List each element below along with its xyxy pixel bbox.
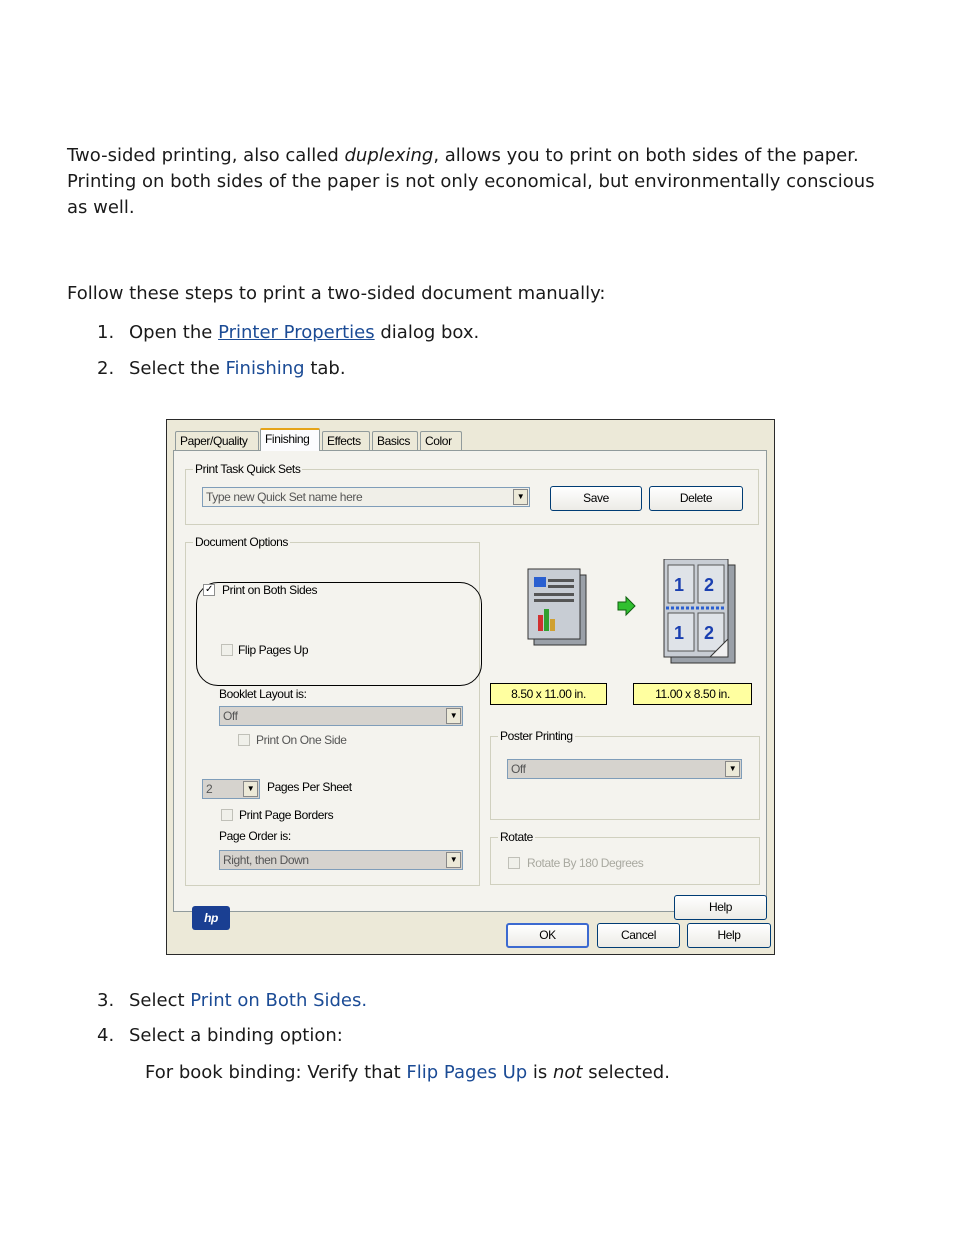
svg-text:2: 2 <box>704 623 714 643</box>
step-text: Select the <box>129 358 226 379</box>
booklet-layout-label: Booklet Layout is: <box>219 687 307 701</box>
tab-finishing[interactable]: Finishing <box>260 428 320 451</box>
step-2 <box>97 356 346 382</box>
pages-per-sheet-value: 2 <box>206 782 213 796</box>
highlight-oval <box>196 582 482 686</box>
svg-text:2: 2 <box>704 575 714 595</box>
print-both-sides-keyword: Print on Both Sides <box>190 990 362 1011</box>
step-text: dialog box. <box>374 322 480 343</box>
booklet-layout-value: Off <box>223 709 238 723</box>
rotate-180-checkbox[interactable] <box>508 857 520 869</box>
step-number: 4. <box>97 1025 115 1046</box>
quick-set-value: Type new Quick Set name here <box>206 490 363 504</box>
tab-paper-quality[interactable]: Paper/Quality <box>175 431 259 450</box>
poster-printing-value: Off <box>511 762 526 776</box>
binding-note <box>145 1060 670 1086</box>
finishing-panel <box>173 450 767 925</box>
step-text: . <box>361 990 368 1011</box>
single-page-preview-icon <box>528 569 586 645</box>
page-size-right: 11.00 x 8.50 in. <box>633 683 752 705</box>
rotate-180-label: Rotate By 180 Degrees <box>527 856 644 870</box>
svg-text:1: 1 <box>674 623 684 643</box>
page-order-value: Right, then Down <box>223 853 309 867</box>
step-number: 3. <box>97 990 115 1011</box>
page-preview-illustration <box>514 559 754 665</box>
quick-sets-title: Print Task Quick Sets <box>195 462 301 476</box>
printer-properties-dialog <box>166 419 775 955</box>
page-order-combo[interactable] <box>219 850 463 870</box>
print-both-sides-label: Print on Both Sides <box>222 583 318 597</box>
poster-printing-title: Poster Printing <box>500 729 573 743</box>
note-text: is <box>527 1062 553 1083</box>
intro-emphasis: duplexing <box>344 145 434 166</box>
booklet-layout-combo[interactable] <box>219 706 463 726</box>
print-one-side-label: Print On One Side <box>256 733 347 747</box>
rotate-title: Rotate <box>500 830 533 844</box>
step-1 <box>97 320 479 346</box>
help-button-inner[interactable]: Help <box>674 895 767 920</box>
print-page-borders-checkbox[interactable] <box>221 809 233 821</box>
printer-properties-link[interactable]: Printer Properties <box>218 322 375 343</box>
steps-lead: Follow these steps to print a two-sided document manually: <box>67 283 606 304</box>
print-both-sides-checkbox[interactable]: ✓ <box>203 584 215 596</box>
ok-button[interactable]: OK <box>506 923 589 948</box>
chevron-down-icon[interactable]: ▼ <box>725 761 740 777</box>
intro-paragraph <box>67 143 897 221</box>
chevron-down-icon[interactable]: ▼ <box>243 781 258 797</box>
poster-printing-group <box>490 729 760 820</box>
page-order-label: Page Order is: <box>219 829 291 843</box>
tab-effects[interactable]: Effects <box>322 431 370 450</box>
step-text: Open the <box>129 322 219 343</box>
chevron-down-icon[interactable]: ▼ <box>446 708 461 724</box>
chevron-down-icon[interactable]: ▼ <box>446 852 461 868</box>
step-number: 1. <box>97 322 115 343</box>
page-size-left: 8.50 x 11.00 in. <box>490 683 607 705</box>
step-text: Select a binding option: <box>129 1025 343 1046</box>
note-text: For book binding: Verify that <box>145 1062 407 1083</box>
help-button[interactable]: Help <box>687 923 771 948</box>
finishing-keyword: Finishing <box>225 358 305 379</box>
flip-pages-up-checkbox[interactable] <box>221 644 233 656</box>
print-page-borders-label: Print Page Borders <box>239 808 334 822</box>
step-text: Select <box>129 990 191 1011</box>
arrow-right-icon <box>618 597 635 615</box>
note-text: selected. <box>582 1062 670 1083</box>
pages-per-sheet-combo[interactable] <box>202 779 260 799</box>
delete-button[interactable]: Delete <box>649 486 743 511</box>
intro-text: Two-sided printing, also called <box>67 145 345 166</box>
poster-printing-combo[interactable] <box>507 759 742 779</box>
chevron-down-icon[interactable]: ▼ <box>513 489 528 505</box>
quick-sets-group <box>185 462 759 525</box>
duplex-page-preview-icon <box>664 559 735 663</box>
tab-color[interactable]: Color <box>420 431 462 450</box>
note-emphasis: not <box>553 1062 583 1083</box>
step-text: tab. <box>304 358 346 379</box>
pages-per-sheet-label: Pages Per Sheet <box>267 780 352 794</box>
quick-set-combo[interactable] <box>202 487 530 507</box>
save-button[interactable]: Save <box>550 486 642 511</box>
hp-logo: hp <box>192 906 230 930</box>
svg-text:1: 1 <box>674 575 684 595</box>
flip-pages-up-label: Flip Pages Up <box>238 643 309 657</box>
print-one-side-checkbox[interactable] <box>238 734 250 746</box>
rotate-group <box>490 830 760 885</box>
intro-text-rest: , allows you to print on both sides of the paper. Printing on both sides of the paper is not only economical, but environmentally conscious as well. <box>67 145 875 218</box>
tab-basics[interactable]: Basics <box>372 431 418 450</box>
cancel-button[interactable]: Cancel <box>597 923 680 948</box>
step-4 <box>97 1023 343 1049</box>
step-3 <box>97 988 367 1014</box>
step-number: 2. <box>97 358 115 379</box>
flip-pages-up-keyword: Flip Pages Up <box>406 1062 528 1083</box>
document-options-title: Document Options <box>195 535 288 549</box>
